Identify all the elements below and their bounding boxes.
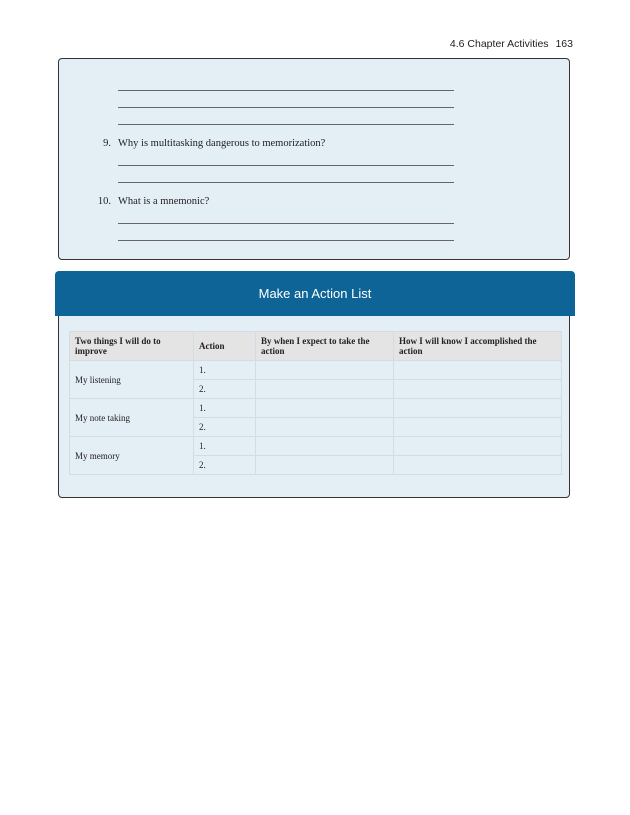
action-number: 1. <box>194 399 256 418</box>
column-header: Action <box>194 332 256 361</box>
column-header: How I will know I accomplished the action <box>394 332 562 361</box>
answer-line <box>118 182 454 183</box>
by-when-cell <box>256 361 394 380</box>
action-number: 2. <box>194 380 256 399</box>
how-know-cell <box>394 380 562 399</box>
question-number: 9. <box>103 138 111 149</box>
table-row <box>70 437 562 456</box>
action-list-title: Make an Action List <box>55 271 575 316</box>
table-row <box>70 399 562 418</box>
how-know-cell <box>394 361 562 380</box>
table-header-row <box>70 332 562 361</box>
running-head-section: 4.6 Chapter Activities <box>449 38 549 50</box>
by-when-cell <box>256 456 394 475</box>
action-number: 1. <box>194 437 256 456</box>
how-know-cell <box>394 437 562 456</box>
question-number: 10. <box>97 196 111 207</box>
improvement-item: My memory <box>70 437 194 475</box>
by-when-cell <box>256 437 394 456</box>
how-know-cell <box>394 399 562 418</box>
answer-line <box>118 124 454 125</box>
how-know-cell <box>394 456 562 475</box>
improvement-item: My note taking <box>70 399 194 437</box>
answer-line <box>118 90 454 91</box>
improvement-item: My listening <box>70 361 194 399</box>
table-row <box>70 361 562 380</box>
answer-line <box>118 165 454 166</box>
question-text: What is a mnemonic? <box>118 196 210 207</box>
answer-line <box>118 223 454 224</box>
column-header: By when I expect to take the action <box>256 332 394 361</box>
action-list-table <box>69 331 562 475</box>
answer-line <box>118 240 454 241</box>
action-number: 2. <box>194 418 256 437</box>
action-number: 2. <box>194 456 256 475</box>
column-header: Two things I will do to improve <box>70 332 194 361</box>
questions-box <box>58 58 570 260</box>
by-when-cell <box>256 418 394 437</box>
answer-line <box>118 107 454 108</box>
running-head <box>450 38 573 50</box>
page-number: 163 <box>555 38 573 50</box>
question-text: Why is multitasking dangerous to memorization? <box>118 138 326 149</box>
by-when-cell <box>256 380 394 399</box>
by-when-cell <box>256 399 394 418</box>
how-know-cell <box>394 418 562 437</box>
action-number: 1. <box>194 361 256 380</box>
